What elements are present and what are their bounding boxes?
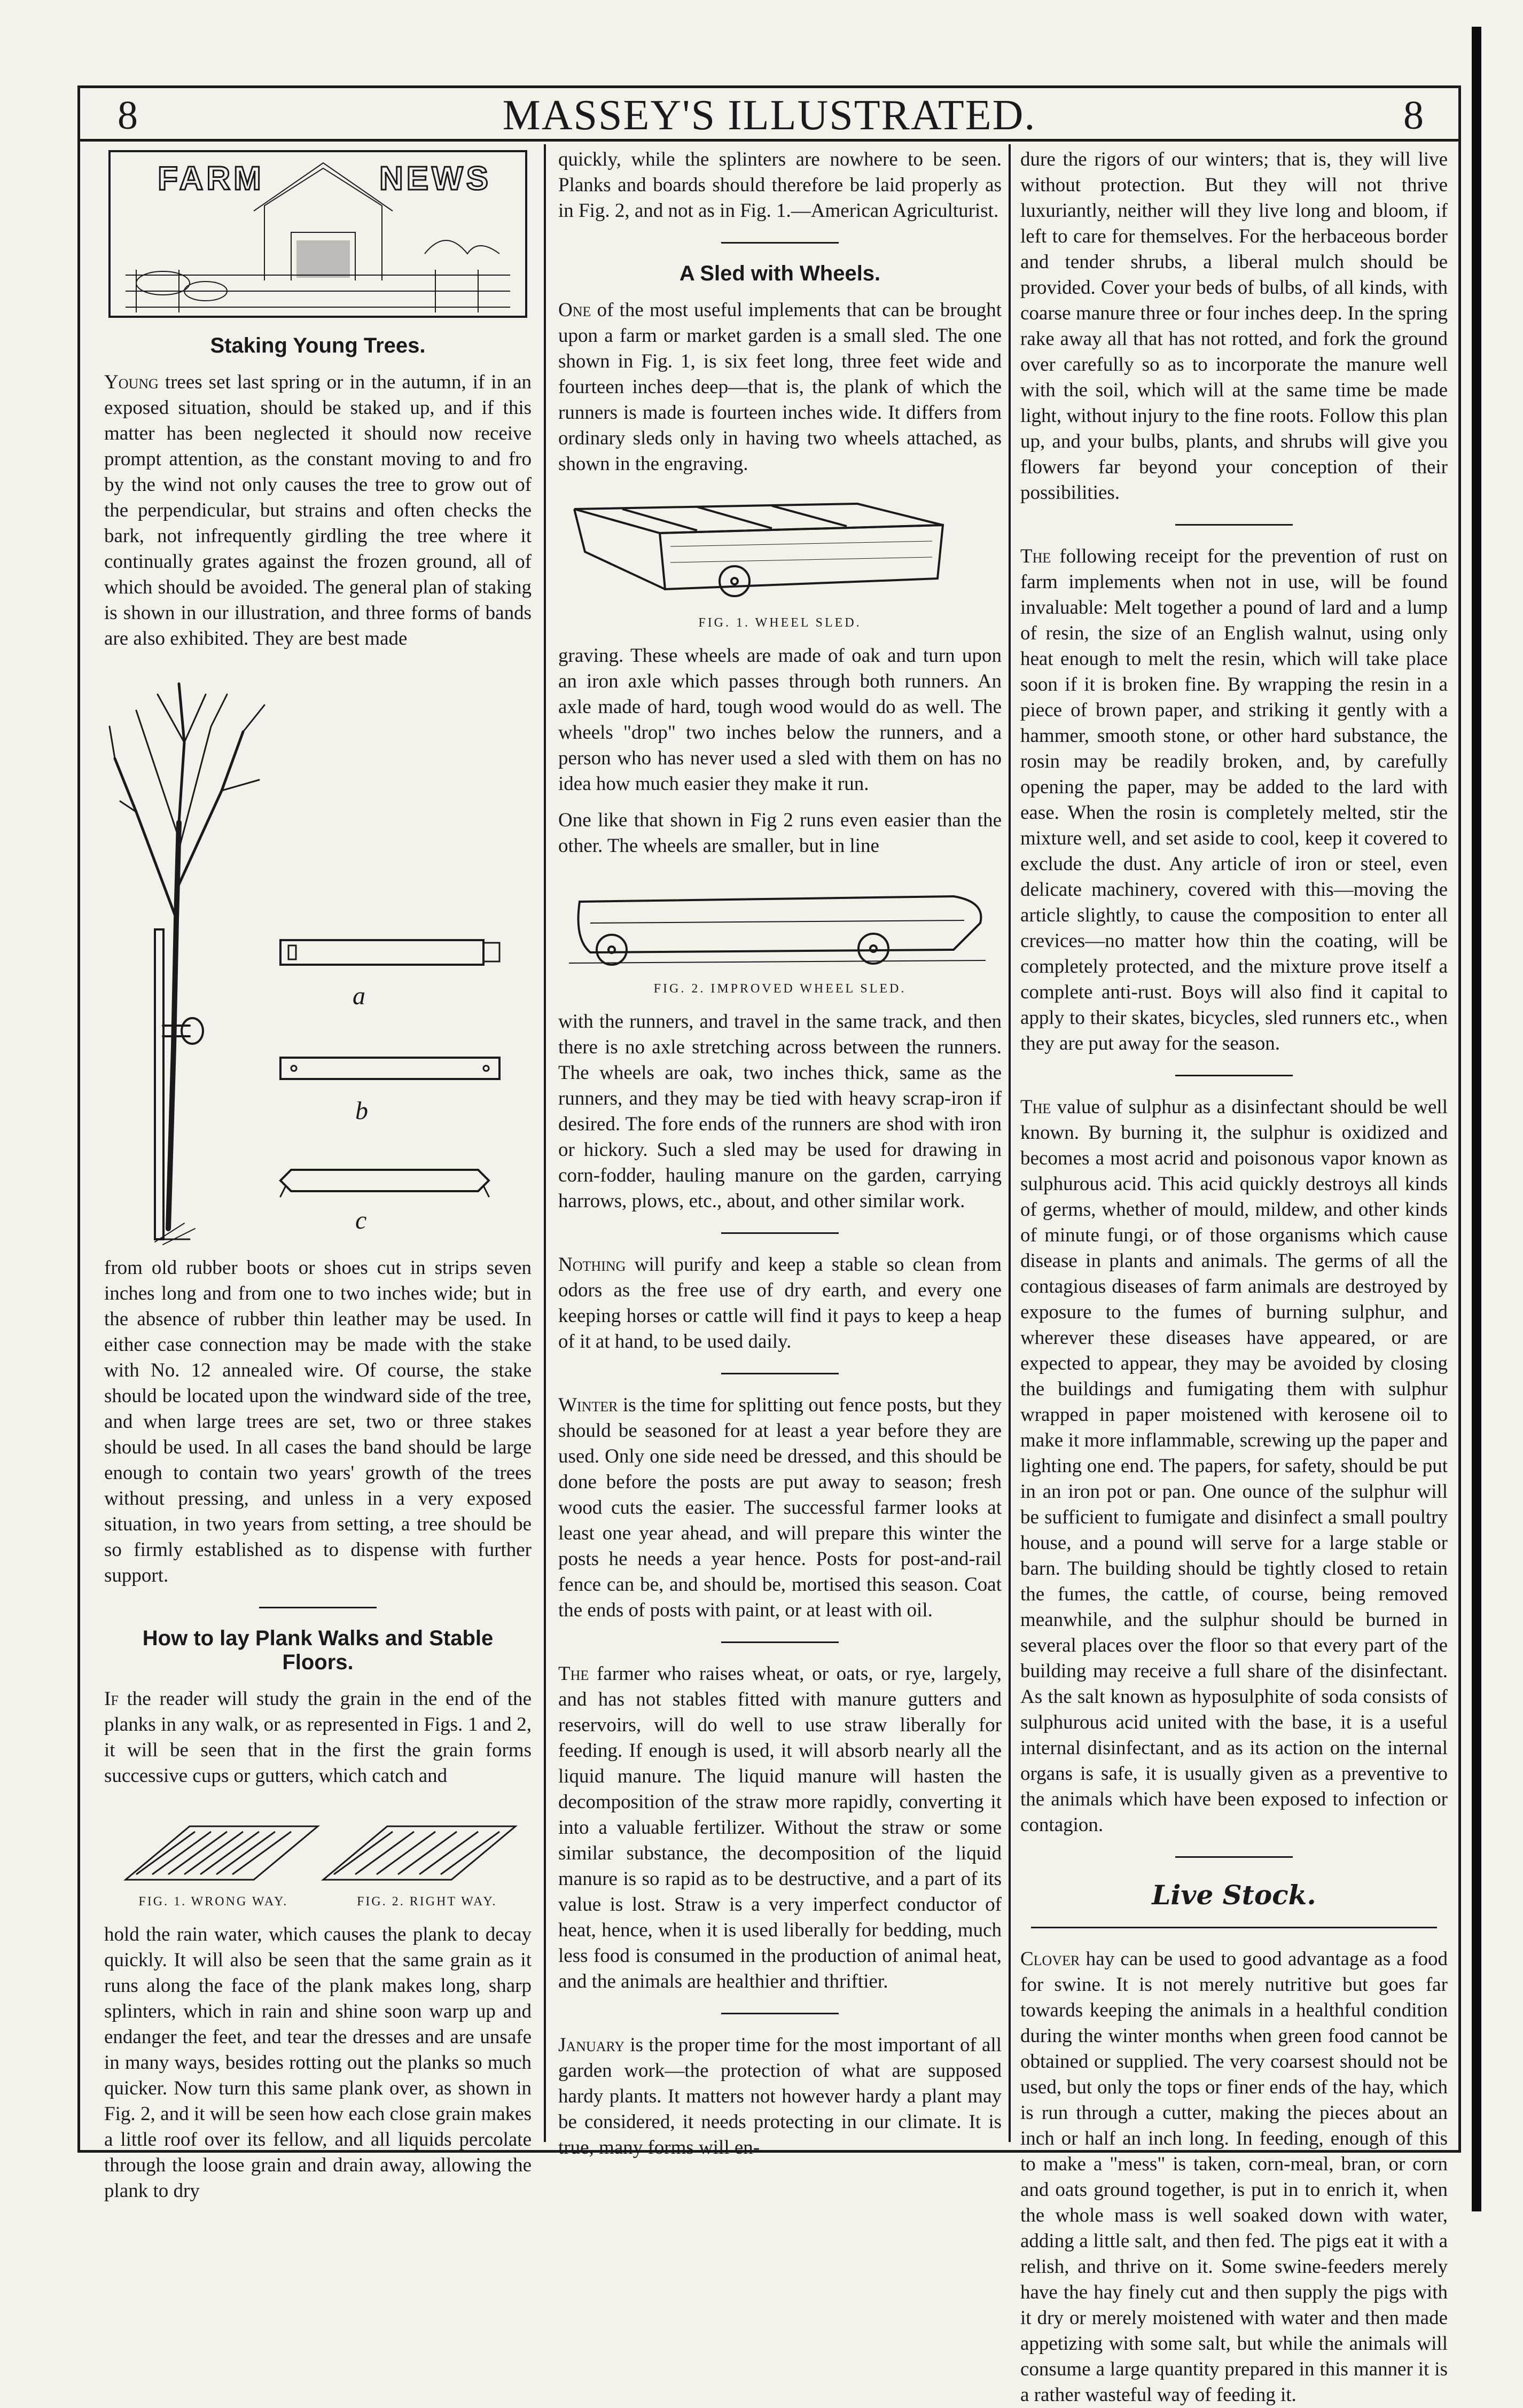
section-separator (259, 1607, 377, 1608)
paragraph-text: farmer who raises wheat, or oats, or rye, largely, and has not stables fitted with manure gutters and reservoirs, will do well to use straw liberally for feeding. If enough is used, it will absorb nearly all the liquid manure. The liquid manure will hasten the decomposition of the straw more rapidly, converting it into a valuable fertilizer. Without the straw or some similar substance, the decomposition of the liquid manure is so rapid as to be destructive, and a part of its value is lost. Straw is a very imperfect conductor of heat, hence, when it is used liberally for bedding, much less food is consumed in the production of animal heat, and the animals are healthier and thriftier. (558, 1663, 1002, 1992)
column-2 (558, 147, 1002, 2159)
paragraph-text: is the proper time for the most important of all garden work—the protection of what are supposed hardy plants. It matters not however hardy a plant may be considered, it needs protecting in our climate. It is true, many forms will en- (558, 2034, 1002, 2159)
masthead-title: MASSEY'S ILLUSTRATED. (502, 92, 1036, 139)
paragraph-text: hay can be used to good advantage as a food for swine. It is not merely nutritive but goes far towards keeping the animals in a healthful condition during the winter months when green food cannot be obtained or supplied. The very coarsest should not be used, but only the tops or finer ends of the hay, which is run through a cutter, making the pieces about an inch or half an inch long. In feeding, enough of this to make a "mess" is taken, corn-meal, bran, or corn and oats ground together, is put in to enrich it, when the whole mass is well soaked down with water, adding a little salt, and then fed. The pigs eat it with a relish, and thrive on it. Some swine-feeders merely have the hay finely cut and then supply the pigs with it dry or merely moistened with water and then made appetizing with some salt, but while the animals will consume a large quantity prepared in this manner it is a rather wasteful way of feeding it. (1020, 1948, 1448, 2406)
section-separator (1175, 524, 1293, 526)
livestock-paragraph (1020, 1946, 1448, 2408)
tree-staking-illustration (104, 662, 532, 1255)
sled-paragraph-2: graving. These wheels are made of oak and turn upon an iron axle which passes through both runners. An axle made of hard, tough wood would do as well. The wheels "drop" two inches below the runners, and a person who has never used a sled with them on has no idea how much easier they make it run. (558, 645, 1002, 795)
plank-continuation: quickly, while the splinters are nowhere to be seen. Planks and boards should therefore be laid properly as in Fig. 2, and not as in Fig. 1.—American Agriculturist. (558, 148, 1002, 222)
section-heading-live-stock: Live Stock. (1152, 1879, 1316, 1911)
staking-paragraph-1 (104, 370, 532, 652)
paragraph-text: will purify and keep a stable so clean from odors as the free use of dry earth, and every one keeping horses or cattle will find it pays to keep a heap of it at hand, to be used daily. (558, 1254, 1002, 1352)
drop-lead: The (558, 1663, 589, 1685)
plank-paragraph-2: hold the rain water, which causes the plank to decay quickly. It will also be seen that the same grain as it runs along the face of the plank makes long, sharp splinters, which in rain and shine soon warp up and endanger the feet, and tear the dresses and are unsafe in many ways, besides rotting out the planks so much quicker. Now turn this same plank over, as shown in Fig. 2, and it will be seen how each close grain makes a little roof over its fellow, and all liquids percolate through the loose grain and drain away, allowing the plank to dry (104, 1924, 532, 2202)
paragraph-text: following receipt for the prevention of rust on farm implements when not in use, will be found invaluable: Melt together a pound of lard and a lump of resin, the size of an English walnut, using only heat enough to melt the resin, which will take place soon if it is broken fine. By wrapping the resin in a piece of brown paper, and striking it gently with a hammer, smooth stone, or other hard substance, the rosin may be readily broken, and, by carefully opening the paper, may be added to the lard with ease. When the rosin is completely melted, stir the mixture well, and set aside to cool, keep it covered to exclude the dust. Any article of iron or steel, even delicate machinery, covered with this—moving the article slightly, to cause the composition to enter all crevices—no matter how thin the coating, will be completely protected, and the mixture prove itself a complete anti-rust. Boys will also find it capital to apply to their skates, bicycles, sled runners etc., when they are put away for the season. (1020, 545, 1448, 1054)
staking-paragraph-2: from old rubber boots or shoes cut in strips seven inches long and from one to two inches wide; but in the absence of rubber thin leather may be used. In either case connection may be made with the stake with No. 12 annealed wire. Of course, the stake should be located upon the windward side of the tree, and when large trees are set, two or three stakes should be used. In all cases the band should be large enough to contain two years' growth of the trees without pressing, and unless in a very exposed situation, in two years from setting, a tree should be so firmly established as to dispense with further support. (104, 1257, 532, 1586)
band-label-c: c (355, 1206, 367, 1234)
column-1 (104, 147, 532, 2202)
paragraph-text: trees set last spring or in the autumn, if in an exposed situation, should be staked up, and if this matter has been neglected it should now receive prompt attention, as the constant moving to and fro by the wind not only causes the tree to grow out of the perpendicular, but strains and often checks the bark, not infrequently girdling the tree where it continually grates against the frozen ground, all of which should be avoided. The general plan of staking is shown in our illustration, and three forms of bands are also exhibited. They are best made (104, 371, 532, 650)
paragraph-text: the reader will study the grain in the end of the planks in any walk, or as represented in Figs. 1 and 2, it will be seen that in the first the grain forms successive cups or gutters, which catch and (104, 1688, 532, 1787)
posts-paragraph (558, 1393, 1002, 1623)
svg-text:FARM: FARM (158, 160, 264, 197)
drop-lead: Young (104, 371, 159, 393)
plank-paragraph-1 (104, 1686, 532, 1789)
january-paragraph (558, 2032, 1002, 2161)
drop-lead: One (558, 299, 591, 321)
sulphur-paragraph (1020, 1094, 1448, 1838)
straw-paragraph (558, 1661, 1002, 1995)
column-3 (1020, 147, 1448, 2406)
section-separator (721, 1641, 839, 1643)
plank-caption-wrong: FIG. 1. WRONG WAY. (138, 1895, 288, 1909)
drop-lead: Nothing (558, 1254, 626, 1276)
page-number-left: 8 (118, 93, 138, 138)
page-number-right: 8 (1403, 93, 1424, 138)
section-separator (1175, 1856, 1293, 1858)
plank-captions (104, 1895, 532, 1909)
improved-sled-illustration (558, 870, 1002, 976)
section-separator (1175, 1075, 1293, 1076)
plank-grain-illustration (104, 1800, 532, 1890)
stable-paragraph (558, 1252, 1002, 1355)
section-separator (721, 1232, 839, 1234)
paragraph-text: value of sulphur as a disinfectant should be well known. By burning it, the sulphur is oxidized and becomes a most acrid and poisonous vapor known as sulphurous acid. This acid quickly destroys all kinds of germs, whether of mould, mildew, and other kinds of minute fungi, or of those organisms which cause disease in plants and animals. The germs of all the contagious diseases of farm animals are destroyed by exposure to the fumes of burning sulphur, and wherever these diseases have appeared, or are expected to appear, they may be avoided by closing the buildings and fumigating them with sulphur wrapped in paper moistened with kerosene oil to make it more inflammable, screwing up the paper and lighting one end. The papers, for safety, should be put in an iron pot or pan. One ounce of the sulphur will be sufficient to fumigate and disinfect a small poultry house, and a pound will serve for a large stable or barn. The building should be tightly closed to retain the fumes, the cattle, of course, being removed meanwhile, and the sulphur should be burned in several places over the floor so that every part of the building may receive a full share of the disinfectant. As the salt known as hyposulphite of soda consists of sulphurous acid united with the base, it is a useful internal disinfectant, and as its action on the internal organs is safe, it is usually given as a preventive to the animals which have been exposed to infection or contagion. (1020, 1096, 1448, 1836)
drop-lead: Clover (1020, 1948, 1080, 1970)
section-rule (1031, 1927, 1437, 1928)
page-edge-shadow (1472, 27, 1481, 2211)
sled-fig1-caption: FIG. 1. WHEEL SLED. (698, 616, 862, 630)
section-separator (721, 2013, 839, 2014)
sled-paragraph-4: with the runners, and travel in the same track, and then there is no axle stretching across between the runners. The wheels are oak, two inches thick, same as the runners, and they may be tied with heavy scrap-iron if desired. The fore ends of the runners are shod with iron or hickory. Such a sled may be used for drawing in corn-fodder, hauling manure on the garden, carrying harrows, plows, etc., about, and other similar work. (558, 1011, 1002, 1212)
drop-lead: The (1020, 545, 1051, 567)
paragraph-text: is the time for splitting out fence posts, but they should be seasoned for at least a year before they are used. Only one side need be dressed, and this should be done before the posts are put away to season; fresh wood cuts the easier. The successful farmer looks at least one year ahead, and will prepare this winter the posts he needs a year hence. Posts for post-and-rail fence can be, and should be, mortised this season. Coat the ends of posts with paint, or at least with oil. (558, 1394, 1002, 1621)
drop-lead: January (558, 2034, 625, 2056)
article-heading-staking: Staking Young Trees. (210, 334, 426, 357)
drop-lead: The (1020, 1096, 1051, 1118)
drop-lead: If (104, 1688, 119, 1710)
january-continuation: dure the rigors of our winters; that is, they will live without protection. But they will not thrive luxuriantly, neither will they live long and bloom, if left to care for themselves. For the herbaceous border and tender shrubs, a liberal mulch should be provided. Cover your beds of bulbs, of all kinds, with coarse manure three or four inches deep. In the spring rake away all that has not rotted, and fork the ground over carefully so as to incorporate the manure well with the soil, which will at the same time be made light, without injury to the fine roots. Follow this plan up, and your bulbs, plants, and shrubs will give you flowers far beyond your conception of their possibilities. (1020, 148, 1448, 504)
sled-paragraph-3: One like that shown in Fig 2 runs even easier than the other. The wheels are smaller, but in line (558, 809, 1002, 857)
column-rule (544, 144, 546, 2142)
drop-lead: Winter (558, 1394, 618, 1416)
band-label-b: b (355, 1097, 368, 1125)
sled-paragraph-1 (558, 298, 1002, 477)
farm-news-banner (104, 147, 532, 323)
plank-caption-right: FIG. 2. RIGHT WAY. (357, 1895, 497, 1909)
svg-text:NEWS: NEWS (379, 160, 491, 197)
paragraph-text: of the most useful implements that can be brought upon a farm or market garden is a small sled. The one shown in Fig. 1, is six feet long, three feet wide and fourteen inches deep—that is, the plank of which the runners is made is fourteen inches wide. It differs from ordinary sleds only in having two wheels attached, as shown in the engraving. (558, 299, 1002, 475)
section-separator (721, 1373, 839, 1374)
wheel-sled-illustration (558, 488, 1002, 611)
section-separator (721, 242, 839, 244)
sled-fig2-caption: FIG. 2. IMPROVED WHEEL SLED. (653, 982, 907, 996)
article-heading-sled: A Sled with Wheels. (679, 262, 881, 285)
article-heading-plank: How to lay Plank Walks and Stable Floors. (142, 1627, 494, 1674)
band-label-a: a (353, 982, 365, 1010)
column-rule (1009, 144, 1011, 2142)
rust-paragraph (1020, 544, 1448, 1057)
page-header (77, 83, 1461, 142)
